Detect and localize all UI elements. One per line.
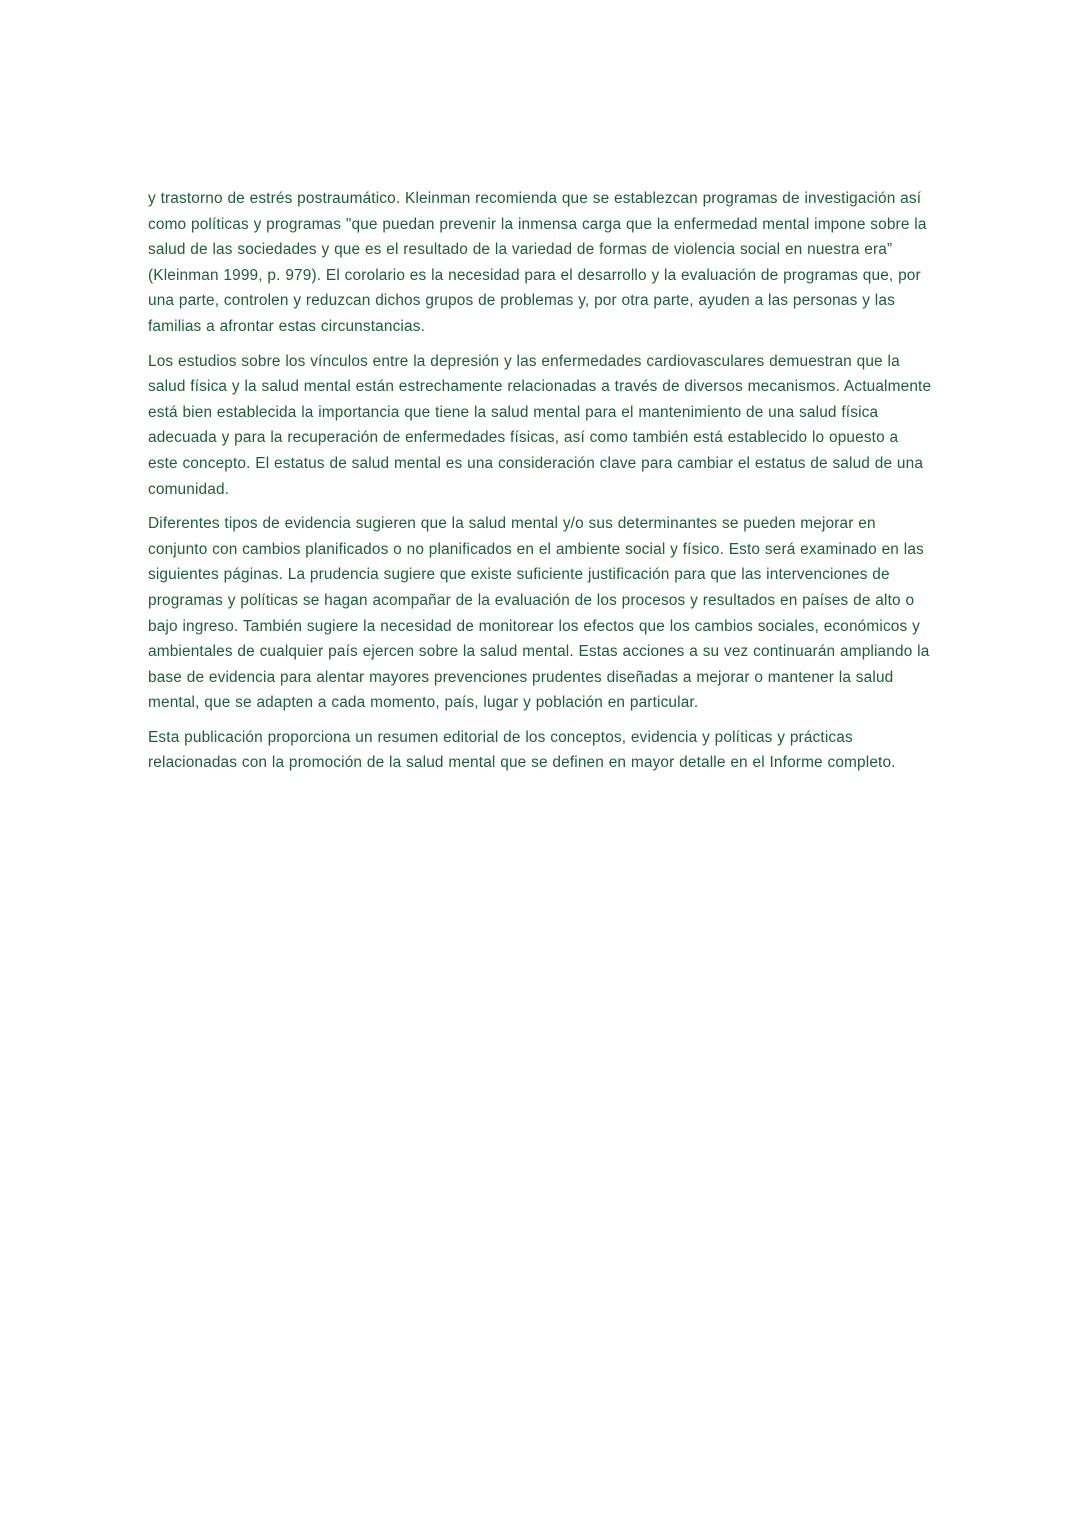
document-body bbox=[148, 186, 932, 776]
paragraph-3: Diferentes tipos de evidencia sugieren que la salud mental y/o sus determinantes se pueden mejorar en conjunto con cambios planificados o no planificados en el ambiente social y físico. Esto será examinado en las siguientes páginas. La prudencia sugiere que existe suficiente justificación para que las intervenciones de programas y políticas se hagan acompañar de la evaluación de los procesos y resultados en países de alto o bajo ingreso. También sugiere la necesidad de monitorear los efectos que los cambios sociales, económicos y ambientales de cualquier país ejercen sobre la salud mental. Estas acciones a su vez continuarán ampliando la base de evidencia para alentar mayores prevenciones prudentes diseñadas a mejorar o mantener la salud mental, que se adapten a cada momento, país, lugar y población en particular. bbox=[148, 515, 930, 712]
paragraph-4: Esta publicación proporciona un resumen editorial de los conceptos, evidencia y políticas y prácticas relacionadas con la promoción de la salud mental que se definen en mayor detalle en el Informe completo. bbox=[148, 728, 896, 772]
paragraph-1: y trastorno de estrés postraumático. Kleinman recomienda que se establezcan programas de investigación así como políticas y programas "que puedan prevenir la inmensa carga que la enfermedad mental impone sobre la salud de las sociedades y que es el resultado de la variedad de formas de violencia social en nuestra era” (Kleinman 1999, p. 979). El corolario es la necesidad para el desarrollo y la evaluación de programas que, por una parte, controlen y reduzcan dichos grupos de problemas y, por otra parte, ayuden a las personas y las familias a afrontar estas circunstancias. bbox=[148, 190, 927, 335]
paragraph-2: Los estudios sobre los vínculos entre la depresión y las enfermedades cardiovasculares demuestran que la salud física y la salud mental están estrechamente relacionadas a través de diversos mecanismos. Actualmente está bien establecida la importancia que tiene la salud mental para el mantenimiento de una salud física adecuada y para la recuperación de enfermedades físicas, así como también está establecido lo opuesto a este concepto. El estatus de salud mental es una consideración clave para cambiar el estatus de salud de una comunidad. bbox=[148, 352, 932, 498]
